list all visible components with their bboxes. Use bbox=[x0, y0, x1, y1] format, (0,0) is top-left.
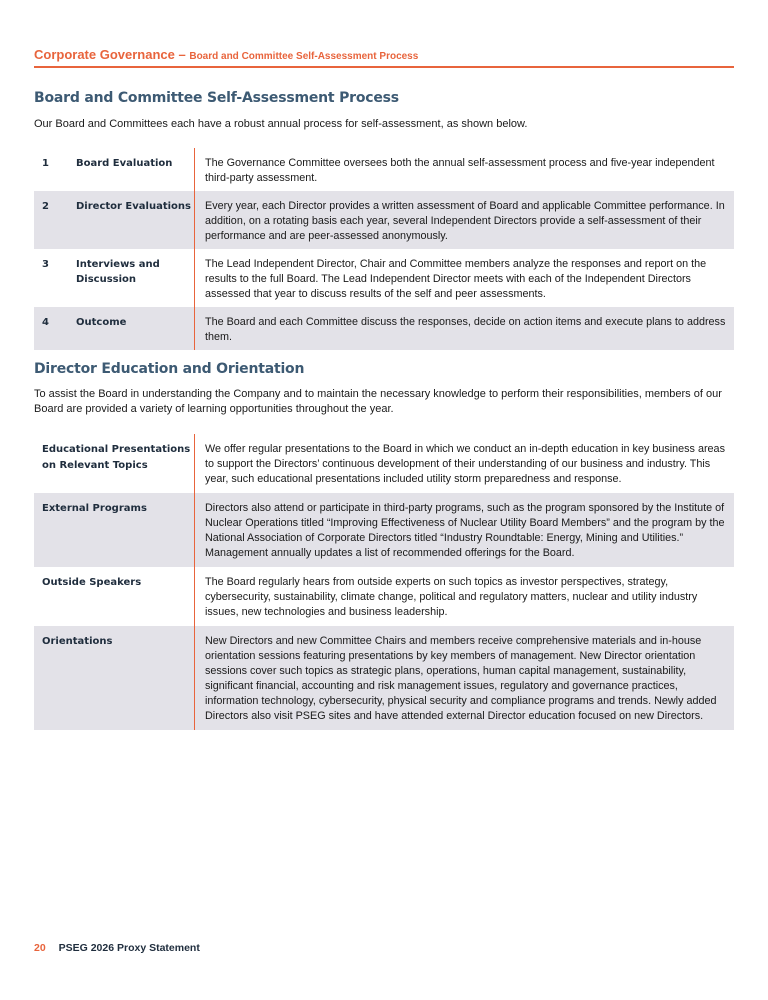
header-separator: – bbox=[174, 47, 190, 62]
education-intro: To assist the Board in understanding the Company and to maintain the necessary knowledge to perform their responsibilities, members of our Board are provided a variety of learning opportunities throughout the year. bbox=[34, 388, 722, 415]
self-assessment-table bbox=[34, 148, 734, 350]
table-row bbox=[34, 249, 734, 307]
row-description: Directors also attend or participate in third-party programs, such as the program sponsored by the Institute of Nuclear Operations titled “Improving Effectiveness of Nuclear Utility Board Members” and the program by the National Association of Corporate Directors titled “Industry Roundtable: Energy, Mining and Utilities.” Management annually updates a list of recommended offerings for the Board. bbox=[195, 493, 735, 567]
row-label: Interviews and Discussion bbox=[76, 259, 160, 285]
table-row bbox=[34, 307, 734, 350]
row-description: The Lead Independent Director, Chair and Committee members analyze the responses and report on the results to the full Board. The Lead Independent Director meets with each of the Independent Directors assessed that year to discuss results of the self and peer assessments. bbox=[195, 249, 735, 307]
row-number: 2 bbox=[34, 191, 76, 249]
table-row bbox=[34, 148, 734, 191]
row-description: We offer regular presentations to the Board in which we conduct an in-depth education in key business areas to support the Directors’ continuous development of their understanding of our business and industry. This year, such educational presentations included utility storm preparedness and response. bbox=[195, 434, 735, 493]
row-description: New Directors and new Committee Chairs and members receive comprehensive materials and in-house orientation sessions featuring presentations by key members of management. New Director orientation sessions cover such topics as strategic plans, operations, human capital management, sustainability, significant financial, accounting and risk management issues, regulatory and governance practices, information technology, cybersecurity, physical security and compliance programs and trends. Newly added Directors also visit PSEG sites and have attended external Director education focused on new Directors. bbox=[195, 626, 735, 730]
table-row bbox=[34, 191, 734, 249]
row-label: Outside Speakers bbox=[42, 577, 142, 588]
row-description: Every year, each Director provides a written assessment of Board and applicable Committee performance. In addition, on a rotating basis each year, several Independent Directors provide a self-assessment of their performance and are peer-assessed anonymously. bbox=[195, 191, 735, 249]
row-label: Outcome bbox=[76, 307, 195, 350]
row-label: Director Evaluations bbox=[76, 191, 195, 249]
education-table bbox=[34, 434, 734, 730]
page-number: 20 bbox=[34, 942, 46, 954]
education-title: Director Education and Orientation bbox=[34, 361, 305, 377]
header-section: Corporate Governance bbox=[34, 47, 175, 62]
row-description: The Board regularly hears from outside experts on such topics as investor perspectives, strategy, cybersecurity, sustainability, climate change, political and regulatory matters, nuclear and utility industry issues, new technologies and business leadership. bbox=[195, 567, 735, 626]
table-row bbox=[34, 626, 734, 730]
table-row bbox=[34, 493, 734, 567]
self-assessment-title: Board and Committee Self-Assessment Process bbox=[34, 90, 399, 106]
row-label: External Programs bbox=[34, 493, 195, 567]
row-label: Educational Presentations on Relevant Topics bbox=[42, 444, 191, 471]
page-footer bbox=[34, 942, 200, 954]
table-row bbox=[34, 434, 734, 493]
row-number: 3 bbox=[42, 259, 49, 270]
row-description: The Governance Committee oversees both the annual self-assessment process and five-year independent third-party assessment. bbox=[195, 148, 735, 191]
header-subsection: Board and Committee Self-Assessment Process bbox=[189, 51, 419, 62]
row-number: 1 bbox=[42, 158, 49, 169]
page-header bbox=[34, 46, 734, 68]
row-description: The Board and each Committee discuss the responses, decide on action items and execute plans to address them. bbox=[195, 307, 735, 350]
row-label: Board Evaluation bbox=[76, 158, 173, 169]
table-row bbox=[34, 567, 734, 626]
document-title: PSEG 2026 Proxy Statement bbox=[58, 942, 200, 954]
self-assessment-intro: Our Board and Committees each have a robust annual process for self-assessment, as shown below. bbox=[34, 118, 528, 130]
row-label: Orientations bbox=[34, 626, 195, 730]
row-number: 4 bbox=[34, 307, 76, 350]
